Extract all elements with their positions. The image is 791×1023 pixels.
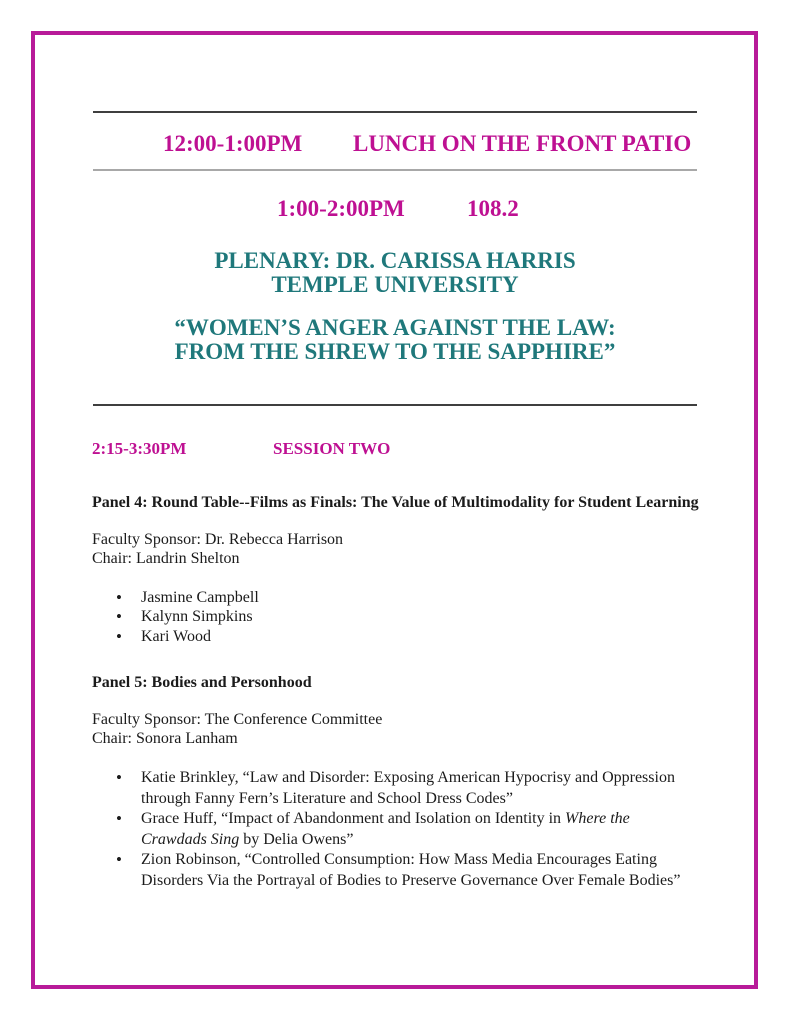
plenary-divider	[93, 404, 697, 406]
talk-title-line-1: “WOMEN’S ANGER AGAINST THE LAW:	[174, 315, 616, 340]
panel-5-title: Panel 5: Bodies and Personhood	[92, 674, 312, 691]
lunch-time: 12:00-1:00PM	[163, 131, 303, 156]
plenary-affiliation: TEMPLE UNIVERSITY	[271, 272, 519, 297]
plenary-speaker: PLENARY: DR. CARISSA HARRIS	[214, 248, 576, 273]
italic-text-segment: Where the Crawdads Sing	[141, 810, 630, 848]
list-item	[92, 809, 690, 850]
panel-4-section	[92, 493, 698, 646]
text-segment: Zion Robinson, “Controlled Consumption: How Mass Media Encourages Eating Disorders Via the Portrayal of Bodies to Preserve Governance Over Female Bodies”	[141, 851, 681, 889]
text-segment: Kari Wood	[141, 627, 211, 645]
panel-4-faculty-sponsor: Faculty Sponsor: Dr. Rebecca Harrison	[92, 531, 344, 548]
list-item	[92, 850, 690, 891]
panel-5-section	[92, 673, 698, 891]
lunch-divider	[93, 169, 697, 171]
plenary-room-code: 108.2	[467, 196, 519, 221]
panel-4-presenter-list	[92, 588, 698, 646]
top-divider	[93, 111, 697, 113]
panel-4-chair: Chair: Landrin Shelton	[92, 550, 240, 567]
plenary-time: 1:00-2:00PM	[277, 196, 405, 221]
text-segment: Grace Huff, “Impact of Abandonment and Isolation on Identity in	[141, 810, 566, 827]
list-item	[92, 607, 690, 626]
text-segment: Kalynn Simpkins	[141, 608, 253, 626]
panel-5-presenter-list	[92, 768, 698, 891]
list-item	[92, 768, 690, 809]
list-item	[92, 588, 690, 607]
list-item	[92, 627, 690, 646]
text-segment: Katie Brinkley, “Law and Disorder: Exposing American Hypocrisy and Oppression through Fanny Fern’s Literature and School Dress Codes”	[141, 769, 675, 807]
session-two-title: SESSION TWO	[273, 439, 391, 458]
panel-5-chair: Chair: Sonora Lanham	[92, 730, 238, 747]
panel-4-title: Panel 4: Round Table--Films as Finals: The Value of Multimodality for Student Learning	[92, 494, 699, 511]
panel-5-faculty-sponsor: Faculty Sponsor: The Conference Committee	[92, 711, 383, 728]
text-segment: by Delia Owens”	[239, 830, 354, 848]
lunch-title: LUNCH ON THE FRONT PATIO	[353, 131, 692, 156]
talk-title-line-2: FROM THE SHREW TO THE SAPPHIRE”	[174, 339, 616, 364]
text-segment: Jasmine Campbell	[141, 589, 259, 606]
session-two-time: 2:15-3:30PM	[92, 439, 187, 458]
